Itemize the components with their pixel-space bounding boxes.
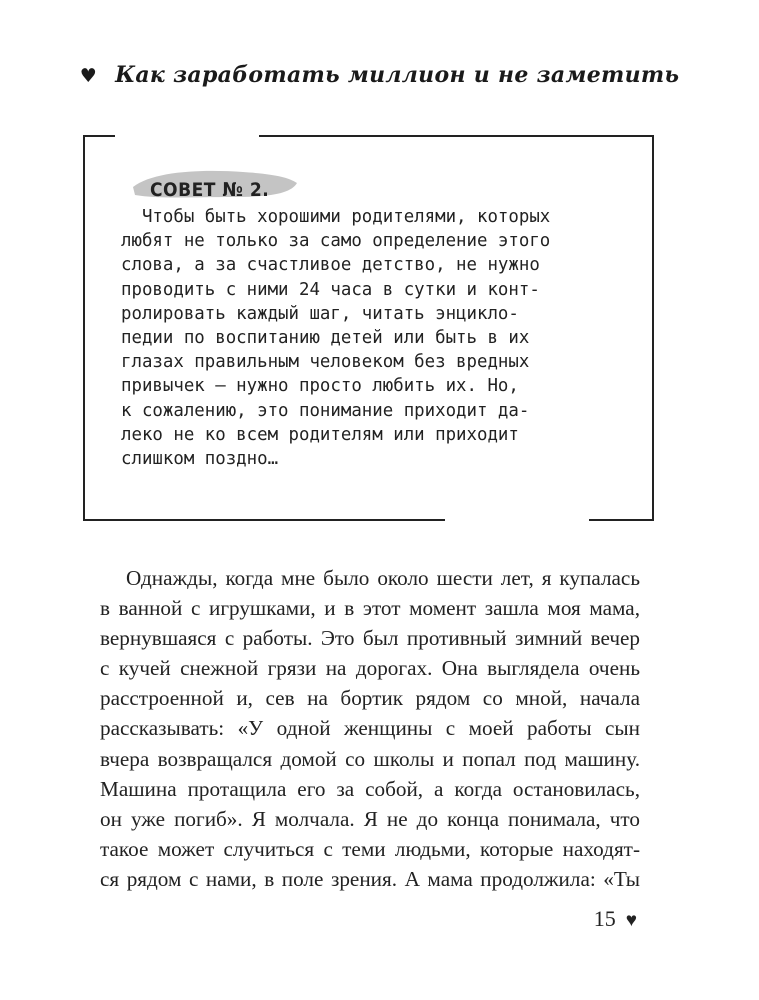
body-line: с кучей снежной грязи на дорогах. Она выглядела очень (100, 656, 640, 681)
heart-icon: ♥ (79, 65, 98, 87)
body-line: в ванной с игрушками, и в этот момент зашла моя мама, (100, 596, 640, 621)
body-line: он уже погиб». Я молчала. Я не до конца понимала, что (100, 806, 640, 831)
tip-line: педии по воспитанию детей или быть в их (121, 328, 530, 349)
tip-line: привычек — нужно просто любить их. Но, (121, 376, 519, 397)
body-line: расстроенной и, сев на бортик рядом со мной, начала (100, 686, 640, 711)
body-line: вернувшаяся с работы. Это был противный зимний вечер (100, 626, 640, 651)
body-line: ся рядом с нами, в поле зрения. А мама продолжила: «Ты (100, 866, 640, 891)
body-line: вчера возвращался домой со школы и попал под машину. (100, 746, 640, 771)
tip-line: к сожалению, это понимание приходит да- (121, 400, 530, 421)
tip-line: глазах правильным человеком без вредных (121, 352, 530, 373)
body-line: такое может случиться с теми людьми, которые находят- (100, 836, 640, 861)
tip-line: проводить с ними 24 часа в сутки и конт- (121, 279, 540, 300)
tip-text (121, 205, 616, 471)
tip-line: любят не только за само определение этого (121, 231, 551, 252)
tip-line: слишком поздно… (121, 449, 279, 470)
heart-icon: ♥ (625, 910, 637, 931)
tip-box (83, 135, 654, 521)
body-line: Однажды, когда мне было около шести лет, я купалась (126, 566, 640, 590)
page-number-value: 15 (593, 906, 616, 931)
tip-line: Чтобы быть хорошими родителями, которых (121, 207, 551, 227)
running-header (0, 62, 759, 88)
tip-label: СОВЕТ № 2. (150, 179, 270, 201)
body-line: Машина протащила его за собой, а когда остановилась, (100, 776, 640, 801)
page-number (594, 906, 637, 932)
tip-line: ролировать каждый шаг, читать энцикло- (121, 303, 519, 324)
tip-line: слова, а за счастливое детство, не нужно (121, 255, 540, 276)
body-paragraph (100, 563, 640, 894)
tip-line: леко не ко всем родителям или приходит (121, 424, 519, 445)
body-line: рассказывать: «У одной женщины с моей работы сын (100, 716, 640, 741)
book-title: Как заработать миллион и не заметить (115, 62, 680, 88)
